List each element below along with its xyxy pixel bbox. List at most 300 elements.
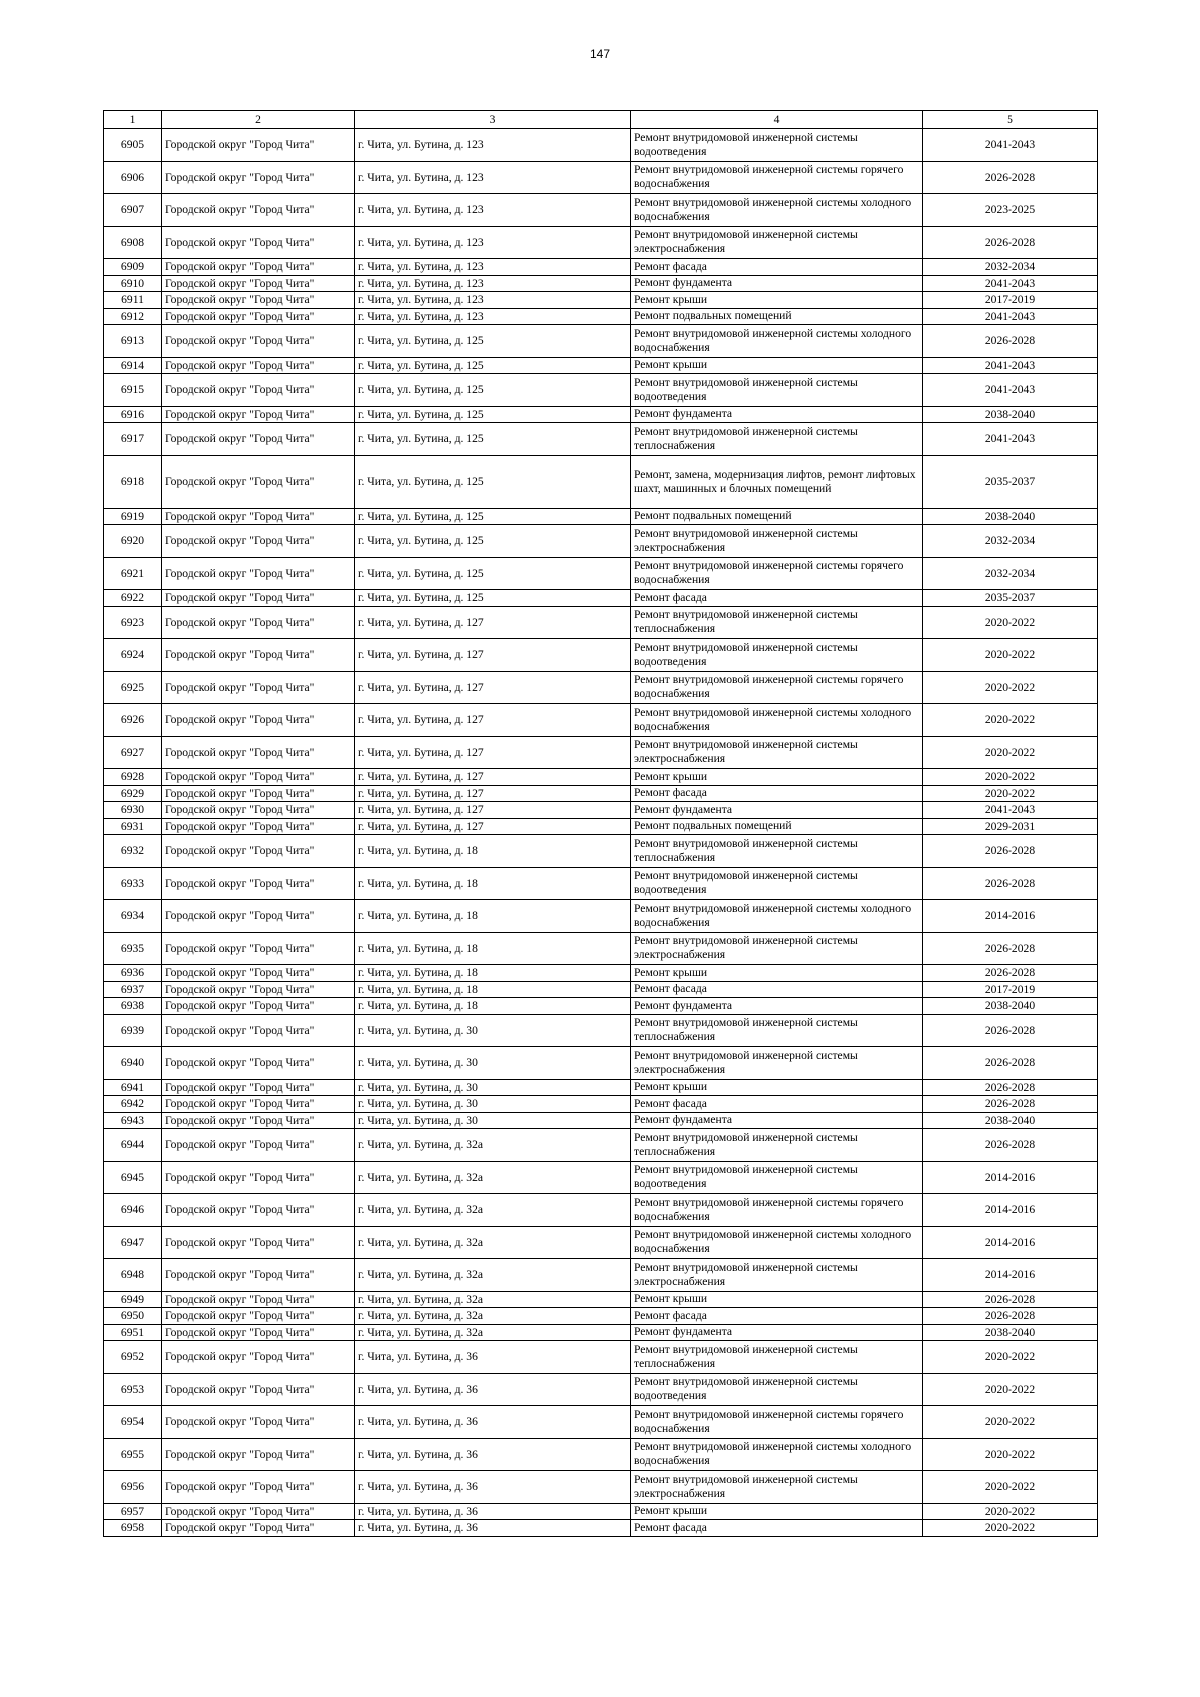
work-type-cell: Ремонт подвальных помещений xyxy=(631,508,923,525)
address-cell: г. Чита, ул. Бутина, д. 125 xyxy=(355,325,631,358)
row-number-cell: 6927 xyxy=(104,736,162,769)
municipality-cell: Городской округ "Город Чита" xyxy=(162,423,355,456)
work-type-cell: Ремонт фундамента xyxy=(631,802,923,819)
municipality-cell: Городской округ "Город Чита" xyxy=(162,1324,355,1341)
row-number-cell: 6915 xyxy=(104,374,162,407)
address-cell: г. Чита, ул. Бутина, д. 36 xyxy=(355,1406,631,1439)
municipality-cell: Городской округ "Город Чита" xyxy=(162,161,355,194)
row-number-cell: 6945 xyxy=(104,1161,162,1194)
municipality-cell: Городской округ "Город Чита" xyxy=(162,835,355,868)
table-row xyxy=(104,818,1098,835)
table-row xyxy=(104,1406,1098,1439)
municipality-cell: Городской округ "Город Чита" xyxy=(162,785,355,802)
address-cell: г. Чита, ул. Бутина, д. 18 xyxy=(355,932,631,965)
row-number-cell: 6941 xyxy=(104,1079,162,1096)
address-cell: г. Чита, ул. Бутина, д. 32а xyxy=(355,1194,631,1227)
table-row xyxy=(104,1112,1098,1129)
period-cell: 2014-2016 xyxy=(923,900,1098,933)
period-cell: 2032-2034 xyxy=(923,259,1098,276)
table-row xyxy=(104,129,1098,162)
table-body xyxy=(104,129,1098,1537)
address-cell: г. Чита, ул. Бутина, д. 123 xyxy=(355,226,631,259)
row-number-cell: 6958 xyxy=(104,1520,162,1537)
address-cell: г. Чита, ул. Бутина, д. 18 xyxy=(355,835,631,868)
table-row xyxy=(104,292,1098,309)
work-type-cell: Ремонт фасада xyxy=(631,981,923,998)
row-number-cell: 6933 xyxy=(104,867,162,900)
period-cell: 2026-2028 xyxy=(923,325,1098,358)
address-cell: г. Чита, ул. Бутина, д. 18 xyxy=(355,965,631,982)
row-number-cell: 6925 xyxy=(104,671,162,704)
municipality-cell: Городской округ "Город Чита" xyxy=(162,1194,355,1227)
address-cell: г. Чита, ул. Бутина, д. 32а xyxy=(355,1291,631,1308)
work-type-cell: Ремонт фундамента xyxy=(631,1324,923,1341)
period-cell: 2014-2016 xyxy=(923,1226,1098,1259)
address-cell: г. Чита, ул. Бутина, д. 125 xyxy=(355,406,631,423)
period-cell: 2032-2034 xyxy=(923,525,1098,558)
work-type-cell: Ремонт внутридомовой инженерной системы теплоснабжения xyxy=(631,1014,923,1047)
table-row xyxy=(104,1373,1098,1406)
period-cell: 2020-2022 xyxy=(923,639,1098,672)
municipality-cell: Городской округ "Город Чита" xyxy=(162,606,355,639)
work-type-cell: Ремонт внутридомовой инженерной системы водоотведения xyxy=(631,1161,923,1194)
work-type-cell: Ремонт, замена, модернизация лифтов, ремонт лифтовых шахт, машинных и блочных помещений xyxy=(631,455,923,508)
row-number-cell: 6934 xyxy=(104,900,162,933)
row-number-cell: 6944 xyxy=(104,1129,162,1162)
work-type-cell: Ремонт внутридомовой инженерной системы холодного водоснабжения xyxy=(631,194,923,227)
period-cell: 2026-2028 xyxy=(923,161,1098,194)
period-cell: 2017-2019 xyxy=(923,292,1098,309)
work-type-cell: Ремонт фасада xyxy=(631,590,923,607)
municipality-cell: Городской округ "Город Чита" xyxy=(162,900,355,933)
period-cell: 2020-2022 xyxy=(923,1373,1098,1406)
address-cell: г. Чита, ул. Бутина, д. 123 xyxy=(355,292,631,309)
work-type-cell: Ремонт крыши xyxy=(631,1503,923,1520)
row-number-cell: 6949 xyxy=(104,1291,162,1308)
municipality-cell: Городской округ "Город Чита" xyxy=(162,769,355,786)
period-cell: 2041-2043 xyxy=(923,129,1098,162)
address-cell: г. Чита, ул. Бутина, д. 32а xyxy=(355,1308,631,1325)
table-row xyxy=(104,1129,1098,1162)
period-cell: 2041-2043 xyxy=(923,423,1098,456)
row-number-cell: 6952 xyxy=(104,1341,162,1374)
table-row xyxy=(104,606,1098,639)
table-row xyxy=(104,867,1098,900)
address-cell: г. Чита, ул. Бутина, д. 32а xyxy=(355,1226,631,1259)
table-row xyxy=(104,161,1098,194)
address-cell: г. Чита, ул. Бутина, д. 32а xyxy=(355,1324,631,1341)
period-cell: 2014-2016 xyxy=(923,1194,1098,1227)
period-cell: 2035-2037 xyxy=(923,455,1098,508)
work-type-cell: Ремонт внутридомовой инженерной системы водоотведения xyxy=(631,639,923,672)
row-number-cell: 6916 xyxy=(104,406,162,423)
period-cell: 2020-2022 xyxy=(923,769,1098,786)
period-cell: 2014-2016 xyxy=(923,1259,1098,1292)
row-number-cell: 6938 xyxy=(104,998,162,1015)
row-number-cell: 6932 xyxy=(104,835,162,868)
municipality-cell: Городской округ "Город Чита" xyxy=(162,325,355,358)
table-row xyxy=(104,525,1098,558)
work-type-cell: Ремонт крыши xyxy=(631,965,923,982)
row-number-cell: 6921 xyxy=(104,557,162,590)
address-cell: г. Чита, ул. Бутина, д. 123 xyxy=(355,275,631,292)
municipality-cell: Городской округ "Город Чита" xyxy=(162,1226,355,1259)
work-type-cell: Ремонт внутридомовой инженерной системы теплоснабжения xyxy=(631,606,923,639)
row-number-cell: 6948 xyxy=(104,1259,162,1292)
period-cell: 2026-2028 xyxy=(923,867,1098,900)
period-cell: 2026-2028 xyxy=(923,965,1098,982)
period-cell: 2020-2022 xyxy=(923,704,1098,737)
period-cell: 2038-2040 xyxy=(923,1324,1098,1341)
table-row xyxy=(104,802,1098,819)
table-row xyxy=(104,259,1098,276)
row-number-cell: 6956 xyxy=(104,1471,162,1504)
period-cell: 2023-2025 xyxy=(923,194,1098,227)
row-number-cell: 6931 xyxy=(104,818,162,835)
work-type-cell: Ремонт внутридомовой инженерной системы теплоснабжения xyxy=(631,1129,923,1162)
municipality-cell: Городской округ "Город Чита" xyxy=(162,998,355,1015)
work-type-cell: Ремонт внутридомовой инженерной системы холодного водоснабжения xyxy=(631,704,923,737)
table-row xyxy=(104,769,1098,786)
period-cell: 2020-2022 xyxy=(923,1520,1098,1537)
period-cell: 2026-2028 xyxy=(923,1308,1098,1325)
address-cell: г. Чита, ул. Бутина, д. 125 xyxy=(355,525,631,558)
address-cell: г. Чита, ул. Бутина, д. 123 xyxy=(355,129,631,162)
period-cell: 2038-2040 xyxy=(923,508,1098,525)
period-cell: 2041-2043 xyxy=(923,802,1098,819)
work-type-cell: Ремонт фасада xyxy=(631,1308,923,1325)
municipality-cell: Городской округ "Город Чита" xyxy=(162,1291,355,1308)
period-cell: 2026-2028 xyxy=(923,1014,1098,1047)
work-type-cell: Ремонт внутридомовой инженерной системы электроснабжения xyxy=(631,736,923,769)
work-type-cell: Ремонт фасада xyxy=(631,1520,923,1537)
address-cell: г. Чита, ул. Бутина, д. 30 xyxy=(355,1079,631,1096)
municipality-cell: Городской округ "Город Чита" xyxy=(162,259,355,276)
row-number-cell: 6908 xyxy=(104,226,162,259)
page-number: 147 xyxy=(589,47,611,61)
table-row xyxy=(104,900,1098,933)
address-cell: г. Чита, ул. Бутина, д. 30 xyxy=(355,1112,631,1129)
work-type-cell: Ремонт подвальных помещений xyxy=(631,308,923,325)
row-number-cell: 6917 xyxy=(104,423,162,456)
work-type-cell: Ремонт внутридомовой инженерной системы теплоснабжения xyxy=(631,423,923,456)
municipality-cell: Городской округ "Город Чита" xyxy=(162,226,355,259)
work-type-cell: Ремонт крыши xyxy=(631,357,923,374)
period-cell: 2026-2028 xyxy=(923,1079,1098,1096)
repair-schedule-table xyxy=(103,110,1098,1537)
row-number-cell: 6923 xyxy=(104,606,162,639)
work-type-cell: Ремонт крыши xyxy=(631,292,923,309)
municipality-cell: Городской округ "Город Чита" xyxy=(162,406,355,423)
column-header: 2 xyxy=(162,111,355,129)
work-type-cell: Ремонт крыши xyxy=(631,769,923,786)
address-cell: г. Чита, ул. Бутина, д. 30 xyxy=(355,1014,631,1047)
work-type-cell: Ремонт фасада xyxy=(631,1096,923,1113)
period-cell: 2020-2022 xyxy=(923,785,1098,802)
row-number-cell: 6905 xyxy=(104,129,162,162)
table-row xyxy=(104,406,1098,423)
address-cell: г. Чита, ул. Бутина, д. 125 xyxy=(355,557,631,590)
row-number-cell: 6907 xyxy=(104,194,162,227)
row-number-cell: 6957 xyxy=(104,1503,162,1520)
period-cell: 2041-2043 xyxy=(923,275,1098,292)
table-row xyxy=(104,1438,1098,1471)
address-cell: г. Чита, ул. Бутина, д. 18 xyxy=(355,998,631,1015)
municipality-cell: Городской округ "Город Чита" xyxy=(162,590,355,607)
address-cell: г. Чита, ул. Бутина, д. 127 xyxy=(355,704,631,737)
address-cell: г. Чита, ул. Бутина, д. 127 xyxy=(355,606,631,639)
address-cell: г. Чита, ул. Бутина, д. 30 xyxy=(355,1096,631,1113)
work-type-cell: Ремонт фундамента xyxy=(631,998,923,1015)
work-type-cell: Ремонт внутридомовой инженерной системы водоотведения xyxy=(631,1373,923,1406)
table-row xyxy=(104,671,1098,704)
table-row xyxy=(104,226,1098,259)
work-type-cell: Ремонт внутридомовой инженерной системы горячего водоснабжения xyxy=(631,671,923,704)
address-cell: г. Чита, ул. Бутина, д. 125 xyxy=(355,423,631,456)
table-row xyxy=(104,1014,1098,1047)
table-row xyxy=(104,1259,1098,1292)
row-number-cell: 6912 xyxy=(104,308,162,325)
address-cell: г. Чита, ул. Бутина, д. 127 xyxy=(355,785,631,802)
address-cell: г. Чита, ул. Бутина, д. 127 xyxy=(355,639,631,672)
row-number-cell: 6913 xyxy=(104,325,162,358)
row-number-cell: 6924 xyxy=(104,639,162,672)
table-row xyxy=(104,1324,1098,1341)
address-cell: г. Чита, ул. Бутина, д. 125 xyxy=(355,374,631,407)
municipality-cell: Городской округ "Город Чита" xyxy=(162,671,355,704)
work-type-cell: Ремонт внутридомовой инженерной системы водоотведения xyxy=(631,129,923,162)
period-cell: 2026-2028 xyxy=(923,835,1098,868)
row-number-cell: 6937 xyxy=(104,981,162,998)
row-number-cell: 6940 xyxy=(104,1047,162,1080)
municipality-cell: Городской округ "Город Чита" xyxy=(162,308,355,325)
work-type-cell: Ремонт подвальных помещений xyxy=(631,818,923,835)
municipality-cell: Городской округ "Город Чита" xyxy=(162,508,355,525)
row-number-cell: 6951 xyxy=(104,1324,162,1341)
municipality-cell: Городской округ "Город Чита" xyxy=(162,194,355,227)
municipality-cell: Городской округ "Город Чита" xyxy=(162,1471,355,1504)
row-number-cell: 6906 xyxy=(104,161,162,194)
municipality-cell: Городской округ "Город Чита" xyxy=(162,1373,355,1406)
table-row xyxy=(104,1471,1098,1504)
work-type-cell: Ремонт внутридомовой инженерной системы электроснабжения xyxy=(631,932,923,965)
table-row xyxy=(104,423,1098,456)
municipality-cell: Городской округ "Город Чита" xyxy=(162,374,355,407)
address-cell: г. Чита, ул. Бутина, д. 127 xyxy=(355,818,631,835)
address-cell: г. Чита, ул. Бутина, д. 32а xyxy=(355,1259,631,1292)
row-number-cell: 6930 xyxy=(104,802,162,819)
row-number-cell: 6953 xyxy=(104,1373,162,1406)
municipality-cell: Городской округ "Город Чита" xyxy=(162,1308,355,1325)
municipality-cell: Городской округ "Город Чита" xyxy=(162,1161,355,1194)
period-cell: 2038-2040 xyxy=(923,998,1098,1015)
period-cell: 2020-2022 xyxy=(923,1341,1098,1374)
column-header: 5 xyxy=(923,111,1098,129)
work-type-cell: Ремонт внутридомовой инженерной системы горячего водоснабжения xyxy=(631,1406,923,1439)
work-type-cell: Ремонт внутридомовой инженерной системы холодного водоснабжения xyxy=(631,325,923,358)
address-cell: г. Чита, ул. Бутина, д. 125 xyxy=(355,357,631,374)
municipality-cell: Городской округ "Город Чита" xyxy=(162,1438,355,1471)
work-type-cell: Ремонт крыши xyxy=(631,1079,923,1096)
period-cell: 2020-2022 xyxy=(923,1471,1098,1504)
address-cell: г. Чита, ул. Бутина, д. 36 xyxy=(355,1438,631,1471)
municipality-cell: Городской округ "Город Чита" xyxy=(162,129,355,162)
row-number-cell: 6909 xyxy=(104,259,162,276)
row-number-cell: 6926 xyxy=(104,704,162,737)
address-cell: г. Чита, ул. Бутина, д. 123 xyxy=(355,308,631,325)
address-cell: г. Чита, ул. Бутина, д. 123 xyxy=(355,194,631,227)
period-cell: 2020-2022 xyxy=(923,736,1098,769)
row-number-cell: 6954 xyxy=(104,1406,162,1439)
table-row xyxy=(104,557,1098,590)
table-row xyxy=(104,194,1098,227)
period-cell: 2041-2043 xyxy=(923,357,1098,374)
address-cell: г. Чита, ул. Бутина, д. 18 xyxy=(355,867,631,900)
work-type-cell: Ремонт внутридомовой инженерной системы водоотведения xyxy=(631,374,923,407)
row-number-cell: 6936 xyxy=(104,965,162,982)
municipality-cell: Городской округ "Город Чита" xyxy=(162,1259,355,1292)
table-row xyxy=(104,704,1098,737)
table-row xyxy=(104,1161,1098,1194)
table-row xyxy=(104,508,1098,525)
address-cell: г. Чита, ул. Бутина, д. 125 xyxy=(355,590,631,607)
address-cell: г. Чита, ул. Бутина, д. 127 xyxy=(355,736,631,769)
address-cell: г. Чита, ул. Бутина, д. 18 xyxy=(355,900,631,933)
table-row xyxy=(104,639,1098,672)
work-type-cell: Ремонт фундамента xyxy=(631,275,923,292)
period-cell: 2026-2028 xyxy=(923,1096,1098,1113)
address-cell: г. Чита, ул. Бутина, д. 36 xyxy=(355,1471,631,1504)
municipality-cell: Городской округ "Город Чита" xyxy=(162,1503,355,1520)
work-type-cell: Ремонт внутридомовой инженерной системы горячего водоснабжения xyxy=(631,161,923,194)
municipality-cell: Городской округ "Город Чита" xyxy=(162,736,355,769)
table-row xyxy=(104,981,1098,998)
address-cell: г. Чита, ул. Бутина, д. 123 xyxy=(355,259,631,276)
table-row xyxy=(104,325,1098,358)
row-number-cell: 6935 xyxy=(104,932,162,965)
table-row xyxy=(104,1226,1098,1259)
row-number-cell: 6919 xyxy=(104,508,162,525)
work-type-cell: Ремонт внутридомовой инженерной системы водоотведения xyxy=(631,867,923,900)
address-cell: г. Чита, ул. Бутина, д. 127 xyxy=(355,769,631,786)
row-number-cell: 6946 xyxy=(104,1194,162,1227)
municipality-cell: Городской округ "Город Чита" xyxy=(162,455,355,508)
column-header: 4 xyxy=(631,111,923,129)
period-cell: 2038-2040 xyxy=(923,1112,1098,1129)
table-row xyxy=(104,1096,1098,1113)
work-type-cell: Ремонт внутридомовой инженерной системы горячего водоснабжения xyxy=(631,1194,923,1227)
row-number-cell: 6922 xyxy=(104,590,162,607)
address-cell: г. Чита, ул. Бутина, д. 125 xyxy=(355,508,631,525)
work-type-cell: Ремонт крыши xyxy=(631,1291,923,1308)
work-type-cell: Ремонт внутридомовой инженерной системы электроснабжения xyxy=(631,1259,923,1292)
table-row xyxy=(104,1079,1098,1096)
table-row xyxy=(104,1520,1098,1537)
municipality-cell: Городской округ "Город Чита" xyxy=(162,1341,355,1374)
address-cell: г. Чита, ул. Бутина, д. 32а xyxy=(355,1161,631,1194)
address-cell: г. Чита, ул. Бутина, д. 36 xyxy=(355,1520,631,1537)
table-row xyxy=(104,374,1098,407)
work-type-cell: Ремонт внутридомовой инженерной системы горячего водоснабжения xyxy=(631,557,923,590)
municipality-cell: Городской округ "Город Чита" xyxy=(162,802,355,819)
period-cell: 2017-2019 xyxy=(923,981,1098,998)
municipality-cell: Городской округ "Город Чита" xyxy=(162,932,355,965)
work-type-cell: Ремонт внутридомовой инженерной системы холодного водоснабжения xyxy=(631,1438,923,1471)
address-cell: г. Чита, ул. Бутина, д. 127 xyxy=(355,802,631,819)
municipality-cell: Городской округ "Город Чита" xyxy=(162,357,355,374)
work-type-cell: Ремонт фасада xyxy=(631,785,923,802)
period-cell: 2014-2016 xyxy=(923,1161,1098,1194)
table-row xyxy=(104,835,1098,868)
municipality-cell: Городской округ "Город Чита" xyxy=(162,1520,355,1537)
table-header-row xyxy=(104,111,1098,129)
period-cell: 2026-2028 xyxy=(923,1047,1098,1080)
work-type-cell: Ремонт внутридомовой инженерной системы электроснабжения xyxy=(631,1471,923,1504)
row-number-cell: 6914 xyxy=(104,357,162,374)
period-cell: 2026-2028 xyxy=(923,1129,1098,1162)
address-cell: г. Чита, ул. Бутина, д. 123 xyxy=(355,161,631,194)
municipality-cell: Городской округ "Город Чита" xyxy=(162,639,355,672)
row-number-cell: 6943 xyxy=(104,1112,162,1129)
period-cell: 2041-2043 xyxy=(923,374,1098,407)
table-row xyxy=(104,455,1098,508)
work-type-cell: Ремонт фасада xyxy=(631,259,923,276)
work-type-cell: Ремонт внутридомовой инженерной системы холодного водоснабжения xyxy=(631,900,923,933)
row-number-cell: 6910 xyxy=(104,275,162,292)
municipality-cell: Городской округ "Город Чита" xyxy=(162,1406,355,1439)
table-row xyxy=(104,590,1098,607)
municipality-cell: Городской округ "Город Чита" xyxy=(162,1129,355,1162)
municipality-cell: Городской округ "Город Чита" xyxy=(162,1014,355,1047)
work-type-cell: Ремонт внутридомовой инженерной системы электроснабжения xyxy=(631,525,923,558)
table-row xyxy=(104,965,1098,982)
work-type-cell: Ремонт внутридомовой инженерной системы холодного водоснабжения xyxy=(631,1226,923,1259)
period-cell: 2041-2043 xyxy=(923,308,1098,325)
row-number-cell: 6950 xyxy=(104,1308,162,1325)
period-cell: 2026-2028 xyxy=(923,1291,1098,1308)
table-row xyxy=(104,1341,1098,1374)
row-number-cell: 6928 xyxy=(104,769,162,786)
table-row xyxy=(104,1308,1098,1325)
table-row xyxy=(104,932,1098,965)
municipality-cell: Городской округ "Город Чита" xyxy=(162,557,355,590)
municipality-cell: Городской округ "Город Чита" xyxy=(162,275,355,292)
work-type-cell: Ремонт фундамента xyxy=(631,406,923,423)
table-row xyxy=(104,998,1098,1015)
row-number-cell: 6929 xyxy=(104,785,162,802)
table-row xyxy=(104,1291,1098,1308)
address-cell: г. Чита, ул. Бутина, д. 36 xyxy=(355,1503,631,1520)
row-number-cell: 6955 xyxy=(104,1438,162,1471)
municipality-cell: Городской округ "Город Чита" xyxy=(162,1112,355,1129)
period-cell: 2020-2022 xyxy=(923,1406,1098,1439)
municipality-cell: Городской округ "Город Чита" xyxy=(162,818,355,835)
table-row xyxy=(104,785,1098,802)
address-cell: г. Чита, ул. Бутина, д. 127 xyxy=(355,671,631,704)
table-row xyxy=(104,308,1098,325)
column-header: 1 xyxy=(104,111,162,129)
table-row xyxy=(104,275,1098,292)
municipality-cell: Городской округ "Город Чита" xyxy=(162,981,355,998)
work-type-cell: Ремонт фундамента xyxy=(631,1112,923,1129)
municipality-cell: Городской округ "Город Чита" xyxy=(162,292,355,309)
period-cell: 2020-2022 xyxy=(923,1503,1098,1520)
work-type-cell: Ремонт внутридомовой инженерной системы теплоснабжения xyxy=(631,835,923,868)
row-number-cell: 6918 xyxy=(104,455,162,508)
column-header: 3 xyxy=(355,111,631,129)
row-number-cell: 6920 xyxy=(104,525,162,558)
period-cell: 2026-2028 xyxy=(923,226,1098,259)
